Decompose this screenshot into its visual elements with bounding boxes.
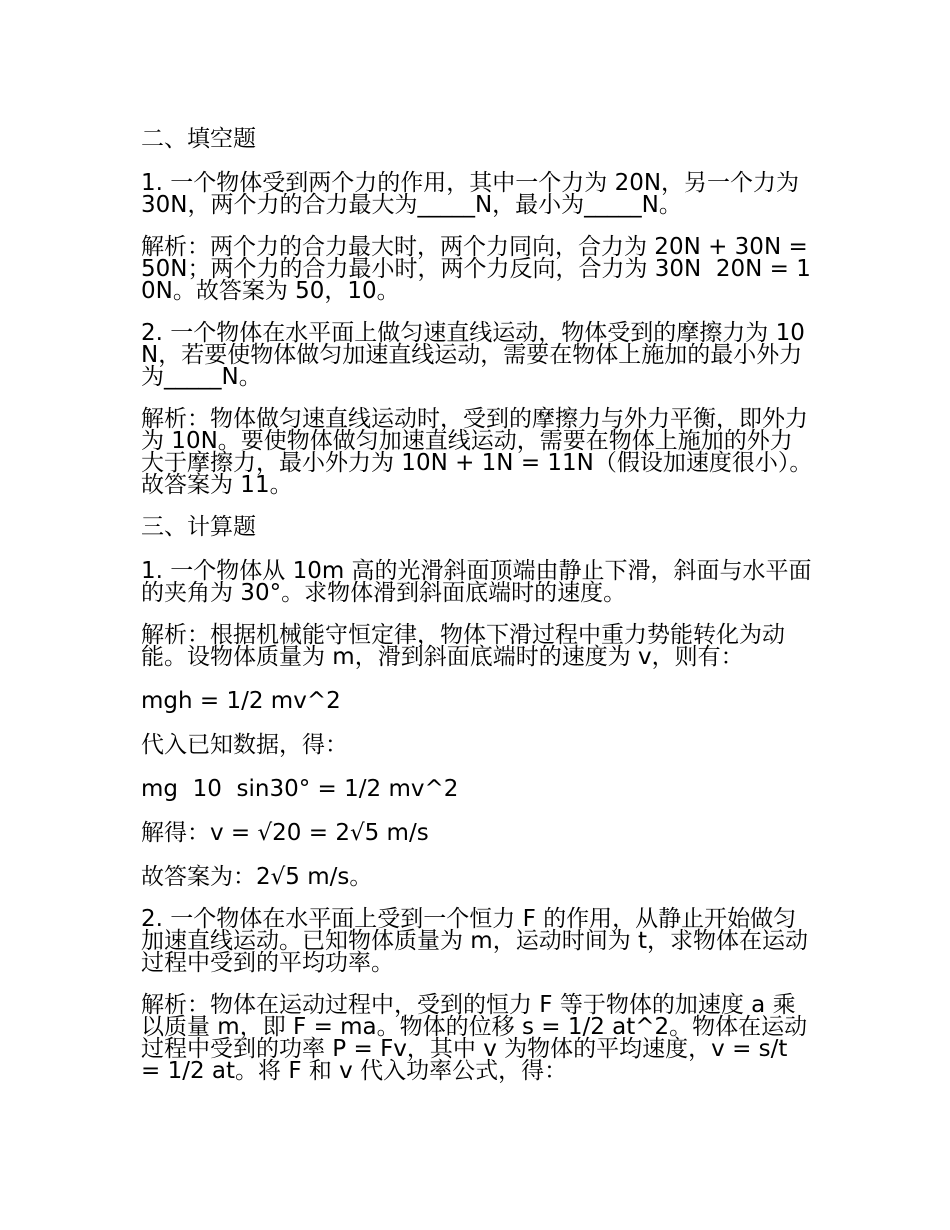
solve-text: 解得：v = √20 = 2√5 m/s — [141, 820, 429, 846]
answer-text: 故答案为：2√5 m/s。 — [141, 864, 373, 890]
analysis-fill-2: 解析：物体做匀速直线运动时，受到的摩擦力与外力平衡，即外力为 10N。要使物体做匀加速直线运动，需要在物体上施加的外力大于摩擦力，最小外力为 10N + 1N = 11N（假设加速度很小）。故答案为 11。 — [141, 406, 813, 498]
substitute-text: 代入已知数据，得： — [141, 732, 348, 758]
formula-energy: mgh = 1/2 mv^2 — [141, 688, 341, 714]
question-fill-2: 2. 一个物体在水平面上做匀速直线运动，物体受到的摩擦力为 10N，若要使物体做匀加速直线运动，需要在物体上施加的最小外力为_____N。 — [141, 320, 805, 390]
analysis-calc-1: 解析：根据机械能守恒定律，物体下滑过程中重力势能转化为动能。设物体质量为 m，滑到斜面底端时的速度为 v，则有： — [141, 622, 785, 670]
section-title-fill-blank: 二、填空题 — [141, 126, 256, 152]
analysis-fill-1: 解析：两个力的合力最大时，两个力同向，合力为 20N + 30N = 50N；两个力的合力最小时，两个力反向，合力为 30N 20N = 10N。故答案为 50，10。 — [141, 234, 816, 304]
question-fill-1: 1. 一个物体受到两个力的作用，其中一个力为 20N，另一个力为 30N，两个力的合力最大为_____N，最小为_____N。 — [141, 170, 807, 218]
question-calc-2: 2. 一个物体在水平面上受到一个恒力 F 的作用，从静止开始做匀加速直线运动。已知物体质量为 m，运动时间为 t，求物体在运动过程中受到的平均功率。 — [141, 906, 809, 976]
section-title-calculation: 三、计算题 — [141, 514, 256, 540]
formula-substituted: mg 10 sin30° = 1/2 mv^2 — [141, 776, 459, 802]
question-calc-1: 1. 一个物体从 10m 高的光滑斜面顶端由静止下滑，斜面与水平面的夹角为 30°。求物体滑到斜面底端时的速度。 — [141, 558, 812, 606]
analysis-calc-2: 解析：物体在运动过程中，受到的恒力 F 等于物体的加速度 a 乘以质量 m，即 F = ma。物体的位移 s = 1/2 at^2。物体在运动过程中受到的功率 P = Fv，其中 v 为物体的平均速度，v = s/t = 1/2 at。将 F 和 v 代入功率公式，得： — [141, 992, 808, 1084]
document-page — [141, 126, 816, 1102]
